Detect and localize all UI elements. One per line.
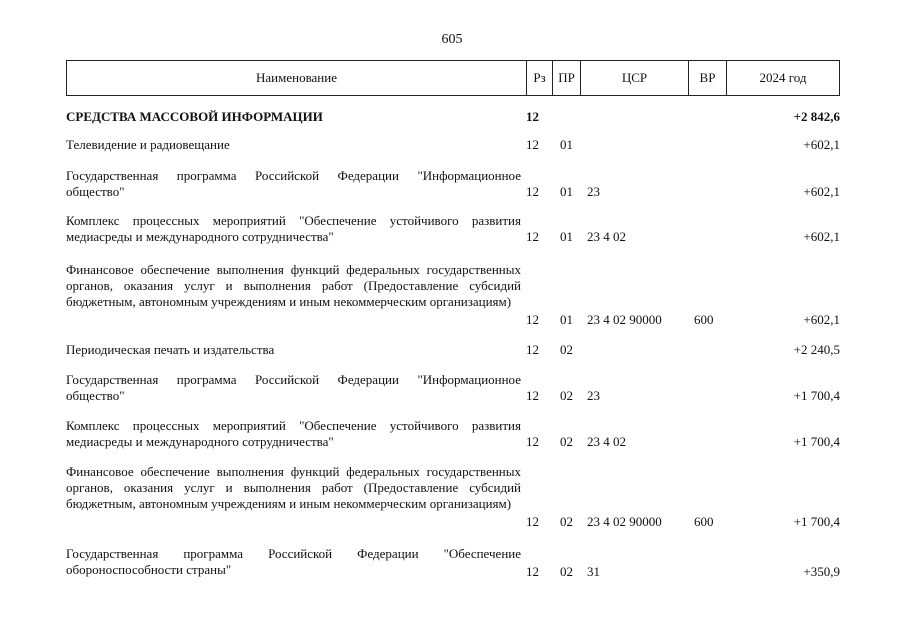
row-name: Комплекс процессных мероприятий "Обеспечение устойчивого развития медиасреды и международного сотрудничества" [66, 213, 521, 244]
row-rz: 12 [526, 109, 539, 124]
table-row [66, 342, 840, 358]
row-csr: 23 4 02 90000 [587, 312, 662, 327]
header-csr: ЦСР [581, 61, 689, 95]
row-pr: 02 [560, 564, 573, 579]
row-amount: +602,1 [803, 184, 840, 199]
row-amount: +1 700,4 [793, 434, 840, 449]
row-amount: +602,1 [803, 137, 840, 152]
row-pr: 02 [560, 434, 573, 449]
row-name: Государственная программа Российской Федерации "Информационное общество" [66, 168, 521, 199]
row-csr: 23 4 02 90000 [587, 514, 662, 529]
row-name: СРЕДСТВА МАССОВОЙ ИНФОРМАЦИИ [66, 109, 323, 124]
row-name: Финансовое обеспечение выполнения функций федеральных государственных органов, оказания услуг и выполнения работ (Предоставление субсидий бюджетным, автономным учреждениям и иным некоммерческим организациям) [66, 464, 521, 511]
row-rz: 12 [526, 137, 539, 152]
row-pr: 01 [560, 184, 573, 199]
row-name: Телевидение и радиовещание [66, 137, 230, 152]
row-pr: 02 [560, 514, 573, 529]
header-year: 2024 год [759, 70, 807, 85]
row-csr: 23 [587, 388, 600, 403]
row-rz: 12 [526, 184, 539, 199]
row-amount: +2 240,5 [793, 342, 840, 357]
table-row [66, 262, 840, 326]
table-row [66, 546, 840, 580]
row-csr: 31 [587, 564, 600, 579]
row-name: Периодическая печать и издательства [66, 342, 275, 357]
row-rz: 12 [526, 342, 539, 357]
header-rz: Рз [527, 61, 553, 95]
row-pr: 02 [560, 388, 573, 403]
page-number: 605 [441, 32, 463, 47]
row-rz: 12 [526, 388, 539, 403]
table-row [66, 213, 840, 245]
row-name: Государственная программа Российской Федерации "Обеспечение обороноспособности страны" [66, 546, 521, 577]
row-amount: +602,1 [803, 312, 840, 327]
row-pr: 02 [560, 342, 573, 357]
table-row [66, 372, 840, 404]
row-csr: 23 [587, 184, 600, 199]
row-name: Государственная программа Российской Федерации "Информационное общество" [66, 372, 521, 403]
row-pr: 01 [560, 137, 573, 152]
row-csr: 23 4 02 [587, 229, 626, 244]
row-rz: 12 [526, 434, 539, 449]
table-row [66, 137, 840, 153]
table-header [66, 60, 840, 96]
row-vr: 600 [694, 312, 714, 327]
row-amount: +602,1 [803, 229, 840, 244]
row-amount: +1 700,4 [793, 514, 840, 529]
row-rz: 12 [526, 312, 539, 327]
header-name: Наименование [67, 61, 527, 95]
row-name: Финансовое обеспечение выполнения функций федеральных государственных органов, оказания услуг и выполнения работ (Предоставление субсидий бюджетным, автономным учреждениям и иным некоммерческим организациям) [66, 262, 521, 309]
header-pr: ПР [553, 61, 581, 95]
row-vr: 600 [694, 514, 714, 529]
row-rz: 12 [526, 229, 539, 244]
row-rz: 12 [526, 564, 539, 579]
row-rz: 12 [526, 514, 539, 529]
row-name: Комплекс процессных мероприятий "Обеспечение устойчивого развития медиасреды и международного сотрудничества" [66, 418, 521, 449]
row-pr: 01 [560, 229, 573, 244]
row-csr: 23 4 02 [587, 434, 626, 449]
row-amount: +350,9 [803, 564, 840, 579]
table-row [66, 418, 840, 450]
table-row [66, 168, 840, 200]
table-row [66, 109, 840, 125]
row-pr: 01 [560, 312, 573, 327]
header-vr: ВР [689, 61, 727, 95]
table-row [66, 464, 840, 528]
row-amount: +2 842,6 [793, 109, 840, 124]
row-amount: +1 700,4 [793, 388, 840, 403]
